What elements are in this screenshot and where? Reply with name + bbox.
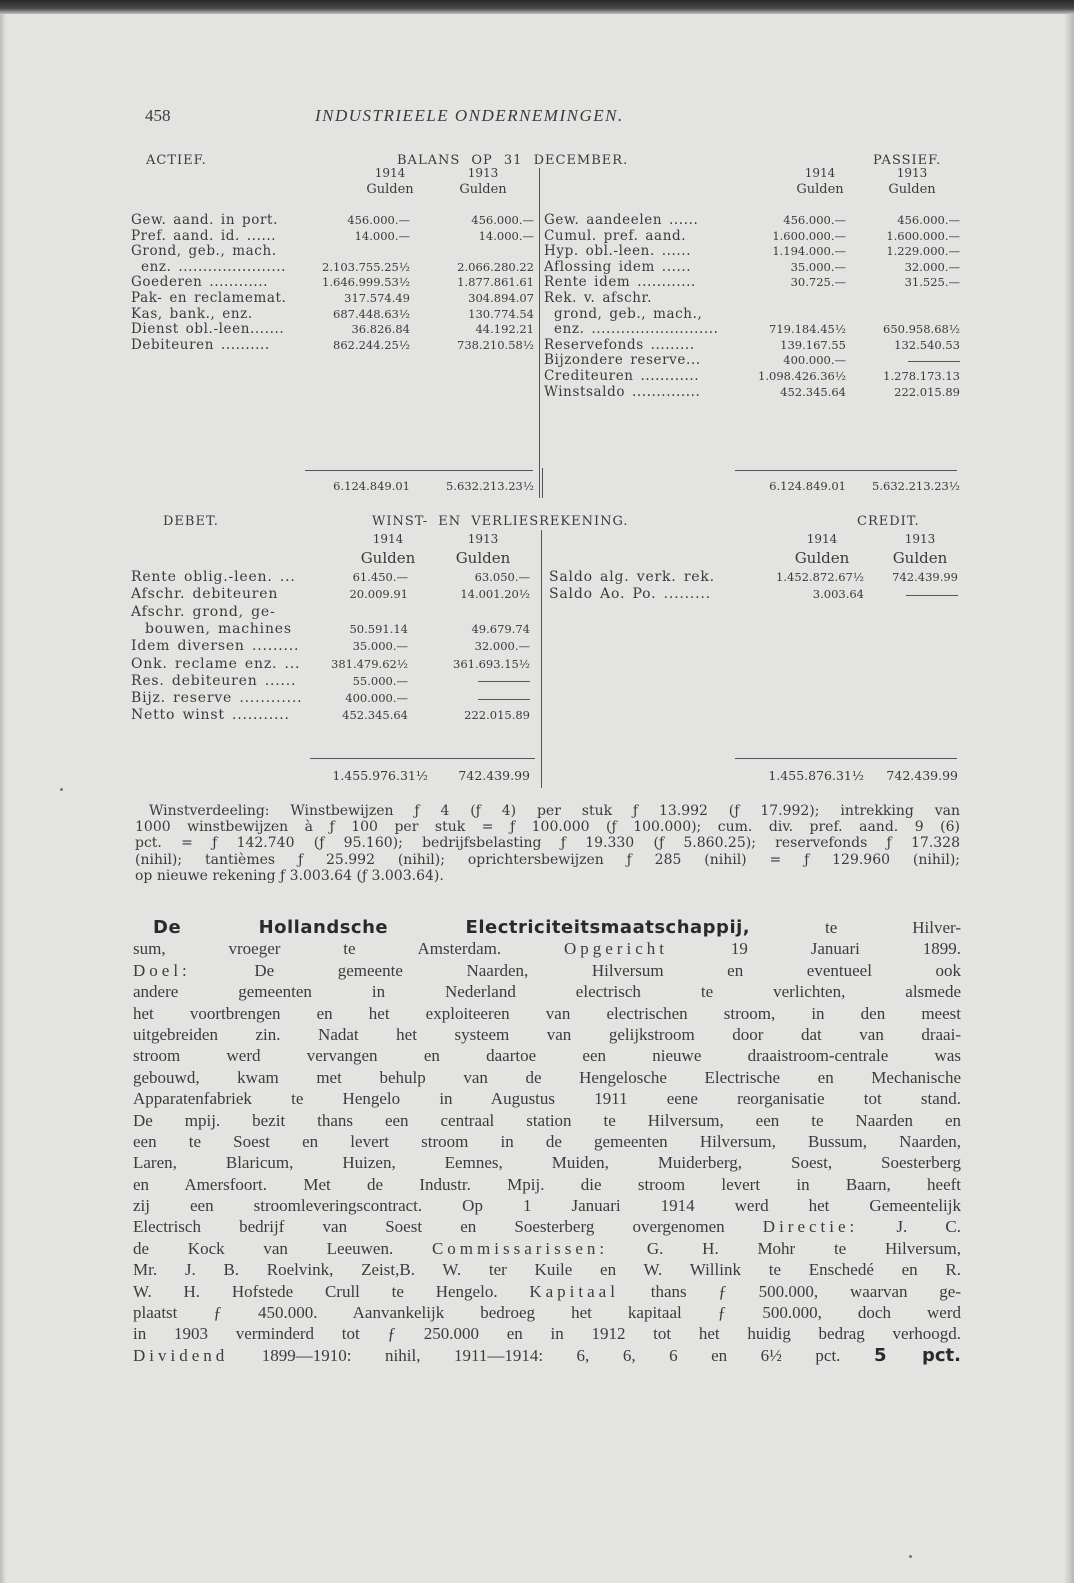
total-1914: 1.455.976.31½ [332,768,428,783]
currency-1913: Gulden [888,182,936,197]
row-label: Hyp. obl.-leen. ...... [544,243,692,260]
section-keyword: Dividend [133,1345,229,1365]
company-description [133,917,961,1366]
row-label: Rente idem ............ [544,274,696,291]
paragraph-line: 1000 winstbewijzen à ƒ 100 per stuk = ƒ 100.000 (ƒ 100.000); cum. div. pref. aand. 9 (6) [135,819,960,836]
amount-cell: 20.009.91 [349,587,408,602]
row-label: Cumul. pref. aand. [544,227,687,244]
empty-dash [906,595,958,596]
amount-cell: 32.000.— [474,639,530,654]
year-1914: 1914 [806,532,838,546]
amount-cell: 222.015.89 [894,384,960,399]
text: andere gemeenten in Nederland electrisch te verlichten, alsmede [133,982,961,1002]
row-label: Debiteuren .......... [131,336,270,353]
amount-cell: 55.000.— [352,673,408,688]
text: gebouwd, kwam met behulp van de Hengelosche Electrische en Mechanische [133,1067,961,1087]
paragraph-line: op nieuwe rekening ƒ 3.003.64 (ƒ 3.003.64). [135,867,444,884]
row-label: Pref. aand. id. ...... [131,227,277,244]
row-label: Netto winst ........... [131,707,290,724]
prose-line [133,1174,961,1195]
row-label: Afschr. debiteuren [131,586,279,603]
amount-cell: 3.003.64 [812,587,864,602]
prose-line [133,1238,961,1259]
amount-cell: 400.000.— [345,691,408,706]
amount-cell: 1.452.872.67½ [776,570,864,584]
currency-1914: Gulden [366,182,414,197]
section-keyword: Commissarissen: [431,1238,609,1258]
year-1914: 1914 [374,166,406,180]
row-label: Aflossing idem ...... [544,258,692,275]
amount-cell: 456.000.— [783,213,846,227]
amount-cell: 650.958.68½ [883,322,960,337]
total-1914: 1.455.876.31½ [768,768,864,783]
text: plaatst ƒ 450.000. Aanvankelijk bedroeg het kapitaal ƒ 500.000, doch werd [133,1303,961,1323]
dividend-current: 5 pct. [873,1344,961,1366]
row-label: Afschr. grond, ge- [131,603,276,620]
prose-line [133,1195,961,1216]
empty-dash [478,699,530,700]
row-label: Crediteuren ............ [544,368,700,384]
currency-1913: Gulden [455,549,511,567]
amount-cell [866,587,958,603]
prose-line [133,1302,961,1323]
row-label: Onk. reclame enz. ... [131,655,301,672]
page-number: 458 [145,106,171,125]
text: een te Soest en levert stroom in de gemeenten Hilversum, Bussum, Naarden, [133,1131,961,1151]
profit-distribution-paragraph [135,803,960,884]
empty-dash [478,681,530,682]
prose-line [133,1088,961,1109]
section-keyword: Kapitaal [529,1281,619,1301]
row-label: Res. debiteuren ...... [131,672,297,689]
year-1913: 1913 [467,532,499,546]
passief-heading: PASSIEF. [873,153,942,168]
prose-line [133,1067,961,1088]
text: G. H. Mohr te Hilversum, [608,1238,961,1258]
prose-line [133,1259,961,1280]
text: zij een stroomleveringscontract. Op 1 Januari 1914 werd het Gemeentelijk [133,1196,961,1216]
pl-heading: WINST- EN VERLIESREKENING. [372,514,629,529]
currency-1913: Gulden [892,549,948,567]
amount-cell: 63.050.— [474,570,530,584]
row-label: Bijzondere reserve... [544,352,701,369]
amount-cell: 1.278.173.13 [883,369,960,383]
currency-1913: Gulden [459,182,507,197]
amount-cell: 1.600.000.— [886,228,960,243]
row-label: Rek. v. afschr. [544,290,653,306]
amount-cell: 862.244.25½ [333,337,410,352]
text: thans ƒ 500.000, waarvan ge- [618,1281,962,1301]
text: De mpij. bezit thans een centraal station te Hilversum, een te Naarden en [133,1110,961,1130]
year-1914: 1914 [804,166,836,180]
year-1913: 1913 [904,532,936,546]
amount-cell: 1.877.861.61 [457,275,534,290]
text: de Kock van Leeuwen. [133,1238,432,1258]
year-1913: 1913 [896,166,928,180]
amount-cell: 687.448.63½ [333,306,410,321]
amount-cell: 456.000.— [471,213,534,227]
row-label: Dienst obl.-leen....... [131,321,285,338]
currency-1914: Gulden [796,182,844,197]
prose-line [133,917,961,938]
section-keyword: Directie: [762,1217,859,1237]
amount-cell: 32.000.— [904,259,960,274]
text: het voortbrengen en het exploiteeren van electrischen stroom, in den meest [133,1003,961,1023]
row-label: Saldo Ao. Po. ......... [549,586,711,603]
amount-cell: 31.525.— [904,275,960,290]
row-label: Pak- en reclamemat. [131,290,287,306]
amount-cell: 61.450.— [352,570,408,584]
column-divider [541,530,542,788]
paragraph-line: (nihil); tantièmes ƒ 25.992 (nihil); oprichtersbewijzen ƒ 285 (nihil) = ƒ 129.960 (nihil); [135,851,960,868]
row-label: Gew. aand. in port. [131,212,278,228]
total-1913: 742.439.99 [458,768,530,783]
amount-cell: 49.679.74 [471,621,530,636]
amount-cell: 452.345.64 [780,384,846,399]
row-label: Kas, bank., enz. [131,305,253,322]
prose-line [133,1345,961,1366]
text: sum, vroeger te Amsterdam. [133,939,564,959]
amount-cell: 317.574.49 [344,291,410,305]
row-label: Idem diversen ......... [131,638,300,655]
text: 19 Januari 1899. [667,939,961,959]
text: Electrisch bedrijf van Soest en Soesterberg overgenomen [133,1217,763,1237]
amount-cell: 1.098.426.36½ [758,369,846,383]
text: Apparatenfabriek te Hengelo in Augustus 1911 eene reorganisatie tot stand. [133,1089,961,1109]
row-label: Bijz. reserve ............ [131,690,303,707]
amount-cell: 36.826.84 [351,322,410,337]
prose-line [133,938,961,959]
amount-cell: 14.000.— [478,228,534,243]
amount-cell: 44.192.21 [475,322,534,337]
text: J. C. [858,1217,961,1237]
amount-cell: 14.001.20½ [460,587,530,602]
company-name: De Hollandsche Electriciteitsmaatschappij, [153,917,751,938]
amount-cell: 30.725.— [790,275,846,290]
balance-heading: BALANS OP 31 DECEMBER. [397,153,629,168]
text: stroom werd vervangen en daartoe een nieuwe draaistroom-centrale was [133,1046,961,1066]
amount-cell: 222.015.89 [464,708,530,723]
amount-cell: 35.000.— [790,259,846,274]
prose-line [133,1024,961,1045]
text: in 1903 verminderd tot ƒ 250.000 en in 1912 tot het huidig bedrag verhoogd. [133,1324,961,1344]
amount-cell: 2.103.755.25½ [322,259,410,274]
prose-line [133,1045,961,1066]
prose-line [133,981,961,1002]
total-1914: 6.124.849.01 [769,479,846,493]
prose-line [133,1152,961,1173]
amount-cell: 14.000.— [354,228,410,243]
amount-cell: 304.894.07 [468,291,534,305]
section-keyword: Opgericht [563,939,668,959]
amount-cell: 2.066.280.22 [457,259,534,274]
prose-line [133,1131,961,1152]
text: 1899—1910: nihil, 1911—1914: 6, 6, 6 en 6½ pct. [228,1345,874,1365]
actief-heading: ACTIEF. [146,153,207,168]
row-label: enz. .......................... [554,321,719,338]
amount-cell: 361.693.15½ [453,656,530,671]
prose-line [133,1110,961,1131]
scan-speck [60,788,63,791]
text: te Hilver- [750,918,961,937]
amount-cell: 719.184.45½ [769,322,846,337]
amount-cell: 738.210.58½ [457,337,534,352]
amount-cell: 139.167.55 [780,337,846,352]
total-1914: 6.124.849.01 [333,479,410,493]
row-label: Reservefonds ......... [544,336,695,353]
paragraph-line: pct. = ƒ 142.740 (ƒ 95.160); bedrijfsbelasting ƒ 19.330 (ƒ 5.860.25); reservefonds ƒ 17.328 [135,835,960,852]
text: De gemeente Naarden, Hilversum en eventueel ook [190,960,961,980]
currency-1914: Gulden [794,549,850,567]
amount-cell: 1.600.000.— [772,228,846,243]
total-rule [735,758,957,759]
amount-cell: 35.000.— [352,639,408,654]
debet-heading: DEBET. [163,514,219,529]
amount-cell: 50.591.14 [349,621,408,636]
amount-cell: 456.000.— [897,213,960,227]
text: Laren, Blaricum, Huizen, Eemnes, Muiden, Muiderberg, Soest, Soesterberg [133,1153,961,1173]
year-1913: 1913 [467,166,499,180]
text: W. H. Hofstede Crull te Hengelo. [133,1281,530,1301]
paragraph-line: Winstverdeeling: Winstbewijzen ƒ 4 (ƒ 4) per stuk ƒ 13.992 (ƒ 17.992); intrekking van [149,803,960,819]
row-label: bouwen, machines [145,620,292,637]
row-label: Grond, geb., mach. [131,243,277,260]
row-label: Gew. aandeelen ...... [544,212,699,228]
amount-cell: 456.000.— [347,213,410,227]
row-label: Saldo alg. verk. rek. [549,569,715,585]
total-rule [310,758,535,759]
amount-cell: 132.540.53 [894,337,960,352]
row-label: Winstsaldo .............. [544,383,701,400]
text: Mr. J. B. Roelvink, Zeist,B. W. ter Kuile en W. Willink te Enschedé en R. [133,1260,961,1280]
row-label: Rente oblig.-leen. ... [131,569,296,585]
row-label: Goederen ............ [131,274,269,291]
text: uitgebreiden zin. Nadat het systeem van gelijkstroom door dat van draai- [133,1024,961,1044]
prose-line [133,1216,961,1237]
row-label: grond, geb., mach., [554,305,703,322]
section-keyword: Doel: [133,960,191,980]
prose-line [133,960,961,981]
text: en Amersfoort. Met de Industr. Mpij. die stroom levert in Baarn, heeft [133,1174,961,1194]
section-title: INDUSTRIEELE ONDERNEMINGEN. [315,106,624,125]
amount-cell: 452.345.64 [342,708,408,723]
total-1913: 742.439.99 [886,768,958,783]
amount-cell: 1.229.000.— [886,244,960,259]
amount-cell [430,674,530,690]
total-1913: 5.632.213.23½ [446,479,534,493]
row-label: enz. ...................... [141,258,286,275]
prose-line [133,1281,961,1302]
amount-cell: 130.774.54 [468,306,534,321]
total-1913: 5.632.213.23½ [872,479,960,493]
amount-cell: 381.479.62½ [331,656,408,671]
amount-cell: 742.439.99 [892,570,958,584]
scan-speck [909,1555,912,1558]
currency-1914: Gulden [360,549,416,567]
year-1914: 1914 [372,532,404,546]
amount-cell: 1.194.000.— [772,244,846,259]
credit-heading: CREDIT. [857,514,920,529]
prose-line [133,1003,961,1024]
amount-cell: 1.646.999.53½ [322,275,410,290]
amount-cell [430,691,530,707]
prose-line [133,1323,961,1344]
amount-cell: 400.000.— [783,353,846,368]
